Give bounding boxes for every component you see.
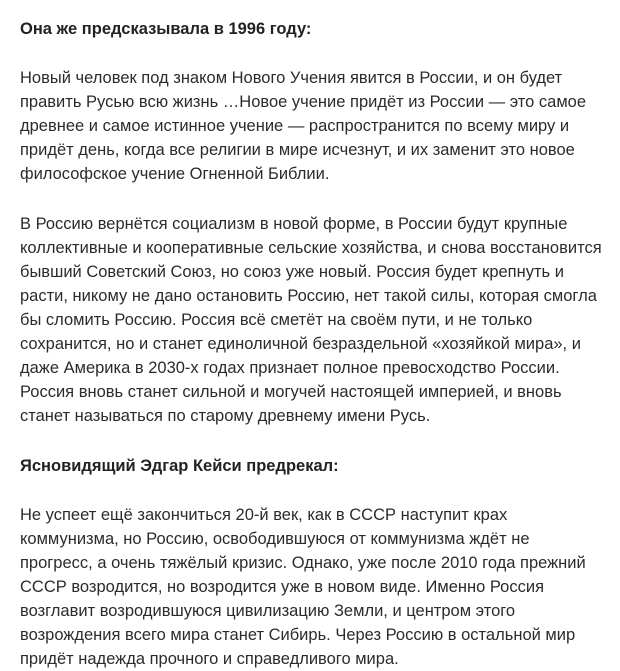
spacer [20, 186, 606, 212]
section-heading-cayce: Ясновидящий Эдгар Кейси предрекал: [20, 457, 339, 475]
paragraph-new-teaching: Новый человек под знаком Нового Учения явится в России, и он будет править Русью всю жизнь …Новое учение придёт из России — это самое древнее и самое истинное учение — распространится по всему миру и придёт день, когда все религии в мире исчезнут, и их заменит это новое философское учение Огненной Библии. [20, 69, 587, 183]
paragraph-socialism-return: В Россию вернётся социализм в новой форме, в России будут крупные коллективные и кооперативные сельские хозяйства, и снова восстановится бывший Советский Союз, но союз уже новый. Россия будет крепнуть и расти, никому не дано остановить Россию, нет такой силы, которая смогла бы сломить Россию. Россия всё сметёт на своём пути, и не только сохранится, но и станет единоличной безраздельной «хозяйкой мира», и даже Америка в 2030-х годах признает полное превосходство России. Россия вновь станет сильной и могучей настоящей империей, и вновь станет называться по старому древнему имени Русь. [20, 215, 602, 425]
section-heading-1996: Она же предсказывала в 1996 году: [20, 20, 312, 38]
spacer [20, 478, 606, 503]
paragraph-cayce-prediction: Не успеет ещё закончиться 20-й век, как в СССР наступит крах коммунизма, но Россию, освободившуюся от коммунизма ждёт не прогресс, а очень тяжёлый кризис. Однако, уже после 2010 года прежний СССР возродится, но возродится уже в новом виде. Именно Россия возглавит возродившуюся цивилизацию Земли, и центром этого возрождения всего мира станет Сибирь. Через Россию в остальной мир придёт надежда прочного и справедливого мира. [20, 506, 586, 668]
spacer [20, 428, 606, 454]
spacer [20, 41, 606, 66]
